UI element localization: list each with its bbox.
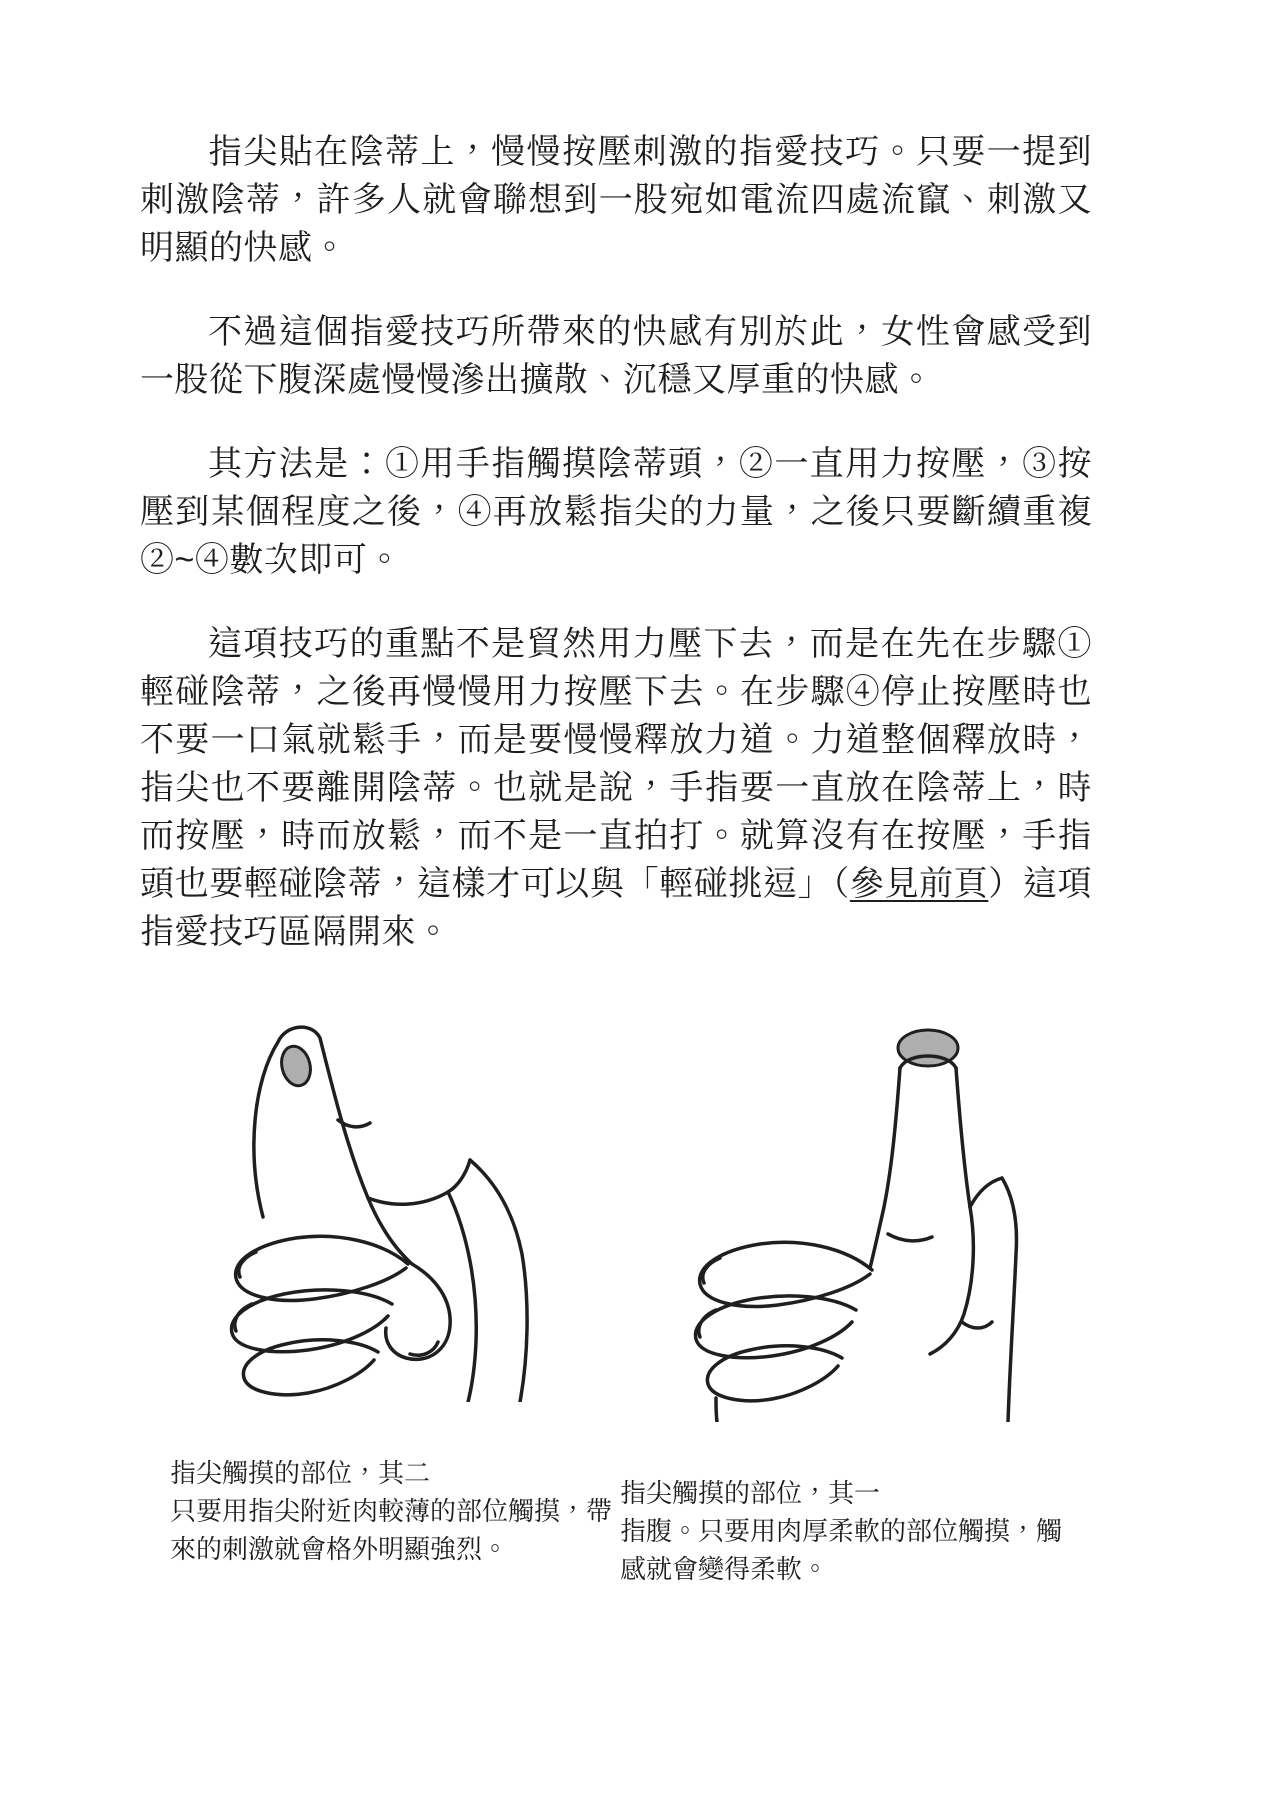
paragraph-3: 其方法是：①用手指觸摸陰蒂頭，②一直用力按壓，③按壓到某個程度之後，④再放鬆指尖的力量，之後只要斷續重複②~④數次即可。 xyxy=(140,445,1092,579)
wrist-inner-line xyxy=(448,1192,476,1402)
hand-outer-edge xyxy=(1002,1178,1016,1422)
paragraph-4-text-after: ）這項指愛技巧區隔開來。 xyxy=(140,865,1093,951)
right-caption-title: 指尖觸摸的部位，其一 xyxy=(620,1478,881,1508)
body-text xyxy=(140,0,1092,956)
touch-point-highlight xyxy=(278,1043,315,1089)
thumb-inner-line xyxy=(930,1207,973,1354)
wrist-left-line xyxy=(716,1398,717,1422)
figure-fingertip-side-touch xyxy=(170,1002,613,1588)
finger-crease xyxy=(888,1234,932,1241)
right-hand-illustration xyxy=(620,1002,1020,1422)
paragraph-4 xyxy=(140,620,1092,956)
curled-finger-1-nail xyxy=(239,1252,256,1277)
curled-finger-1-nail xyxy=(703,1258,720,1283)
thumb-crease xyxy=(962,1322,992,1328)
see-previous-page-link[interactable]: 參見前頁 xyxy=(849,865,989,903)
figure-fingertip-pad-touch xyxy=(620,1002,1063,1588)
index-finger-outline xyxy=(254,1027,412,1264)
paragraph-2: 不過這個指愛技巧所帶來的快感有別於此，女性會感受到一股從下腹深處慢慢滲出擴散、沉穩又厚重的快感。 xyxy=(140,313,1092,399)
thumb-notch xyxy=(970,1178,1002,1207)
left-caption-body: 只要用指尖附近肉較薄的部位觸摸，帶來的刺激就會格外明顯強烈。 xyxy=(170,1496,613,1564)
left-figure-caption xyxy=(170,1454,616,1568)
left-caption-title: 指尖觸摸的部位，其二 xyxy=(170,1458,431,1488)
index-finger-right-edge xyxy=(956,1068,970,1207)
hand-outer-edge xyxy=(470,1160,527,1402)
left-hand-illustration xyxy=(170,1002,570,1402)
right-caption-body: 指腹。只要用肉厚柔軟的部位觸摸，觸感就會變得柔軟。 xyxy=(620,1516,1063,1584)
right-figure-caption xyxy=(620,1474,1066,1588)
figures-row xyxy=(170,1002,1280,1588)
knuckle-ridge xyxy=(368,1160,470,1204)
paragraph-1: 指尖貼在陰蒂上，慢慢按壓刺激的指愛技巧。只要一提到刺激陰蒂，許多人就會聯想到一股宛如電流四處流竄、刺激又明顯的快感。 xyxy=(140,133,1092,267)
paragraph-4-text-before: 這項技巧的重點不是貿然用力壓下去，而是在先在步驟①輕碰陰蒂，之後再慢慢用力按壓下去。在步驟④停止按壓時也不要一口氣就鬆手，而是要慢慢釋放力道。力道整個釋放時，指尖也不要離開陰蒂。也就是說，手指要一直放在陰蒂上，時而按壓，時而放鬆，而不是一直拍打。就算沒有在按壓，手指頭也要輕碰陰蒂，這樣才可以與「輕碰挑逗」（ xyxy=(140,625,1092,903)
thumb-outline xyxy=(386,1264,450,1359)
